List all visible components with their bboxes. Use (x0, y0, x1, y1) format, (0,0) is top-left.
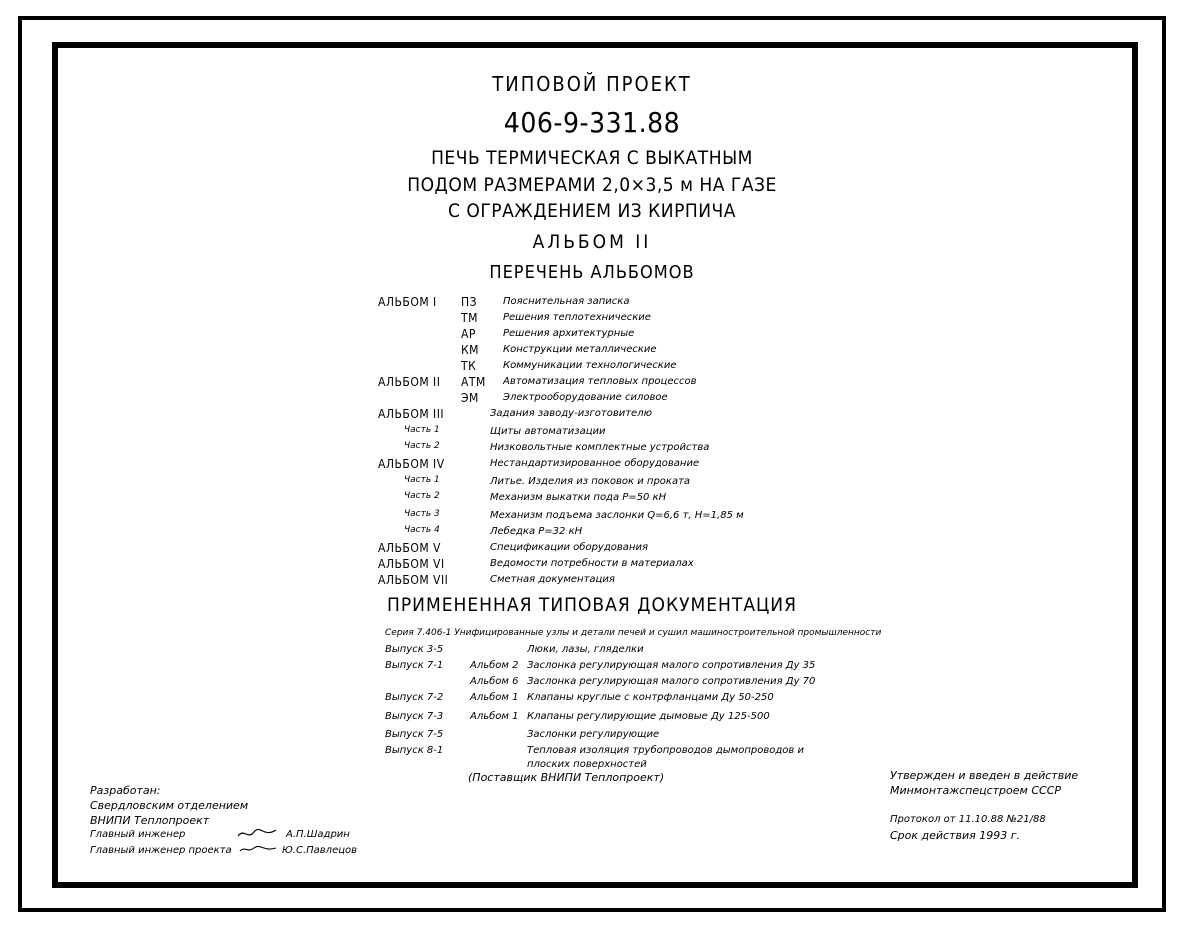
album-description: Механизм выкатки пода Р=50 кН (490, 492, 667, 503)
album-description: Спецификации оборудования (490, 542, 648, 553)
doc-description: Заслонка регулирующая малого сопротивления Ду 35 (527, 660, 816, 671)
album-description: Сметная документация (490, 574, 615, 585)
series-line: Серия 7.406-1 Унифицированные узлы и детали печей и сушил машиностроительной промышленности (385, 628, 882, 638)
album-label: АЛЬБОМ VII (378, 573, 449, 587)
issue-label: Выпуск 3-5 (385, 644, 444, 655)
chief-engineer-name: А.П.Шадрин (286, 829, 350, 840)
doc-album-label: Альбом 1 (470, 711, 519, 722)
developer-line-2: Свердловским отделением (90, 799, 249, 812)
album-label: Часть 1 (404, 475, 440, 485)
album-title: АЛЬБОМ II (532, 231, 652, 253)
album-label: АЛЬБОМ I (378, 295, 437, 309)
issue-label: Выпуск 7-3 (385, 711, 444, 722)
album-label: Часть 2 (404, 491, 440, 501)
album-description: Низковольтные комплектные устройства (490, 442, 710, 453)
album-description: Автоматизация тепловых процессов (503, 376, 697, 387)
album-label: АЛЬБОМ III (378, 407, 445, 421)
issue-label: Выпуск 7-1 (385, 660, 444, 671)
album-label: АЛЬБОМ II (378, 375, 441, 389)
doc-album-label: Альбом 1 (470, 692, 519, 703)
developer-line-3: ВНИПИ Теплопроект (90, 814, 210, 827)
album-label: АЛЬБОМ VI (378, 557, 445, 571)
approval-term: Срок действия 1993 г. (890, 829, 1021, 842)
album-description: Ведомости потребности в материалах (490, 558, 694, 569)
album-description: Лебедка Р=32 кН (490, 526, 583, 537)
album-description: Решения теплотехнические (503, 312, 651, 323)
doc-description: Люки, лазы, гляделки (527, 644, 644, 655)
doc-description: Клапаны круглые с контрфланцами Ду 50-250 (527, 692, 774, 703)
chief-engineer-signature (236, 826, 278, 842)
chief-project-engineer-name: Ю.С.Павлецов (282, 845, 358, 856)
project-number: 406-9-331.88 (503, 106, 681, 139)
albums-list-heading: ПЕРЕЧЕНЬ АЛЬБОМОВ (489, 262, 695, 283)
chief-engineer-label: Главный инженер (90, 829, 186, 840)
album-code: ТМ (461, 311, 478, 325)
chief-project-engineer-label: Главный инженер проекта (90, 845, 232, 856)
chief-project-engineer-signature (238, 842, 278, 856)
title-line-2: ПОДОМ РАЗМЕРАМИ 2,0×3,5 м НА ГАЗЕ (407, 174, 777, 196)
doc-description: Клапаны регулирующие дымовые Ду 125-500 (527, 711, 770, 722)
album-label: Часть 4 (404, 525, 440, 535)
issue-label: Выпуск 7-2 (385, 692, 444, 703)
album-description: Задания заводу-изготовителю (490, 408, 653, 419)
album-description: Электрооборудование силовое (503, 392, 668, 403)
album-code: АР (461, 327, 476, 341)
title-line-3: С ОГРАЖДЕНИЕМ ИЗ КИРПИЧА (448, 200, 736, 222)
album-code: ЭМ (461, 391, 479, 405)
album-label: АЛЬБОМ V (378, 541, 441, 555)
album-code: ПЗ (461, 295, 478, 309)
album-description: Щиты автоматизации (490, 426, 606, 437)
project-kind: ТИПОВОЙ ПРОЕКТ (492, 72, 692, 96)
album-description: Литье. Изделия из поковок и проката (490, 476, 691, 487)
doc-album-label: Альбом 6 (470, 676, 519, 687)
doc-description: плоских поверхностей (527, 759, 647, 770)
album-label: АЛЬБОМ IV (378, 457, 445, 471)
album-code: КМ (461, 343, 479, 357)
developer-line-1: Разработан: (90, 784, 161, 797)
album-description: Нестандартизированное оборудование (490, 458, 700, 469)
doc-description: Тепловая изоляция трубопроводов дымопроводов и (527, 745, 804, 756)
approval-line-1: Утвержден и введен в действие (890, 769, 1079, 782)
album-label: Часть 1 (404, 425, 440, 435)
doc-description: Заслонка регулирующая малого сопротивления Ду 70 (527, 676, 816, 687)
album-description: Пояснительная записка (503, 296, 630, 307)
supplier-note: (Поставщик ВНИПИ Теплопроект) (468, 771, 665, 784)
album-code: АТМ (461, 375, 486, 389)
doc-album-label: Альбом 2 (470, 660, 519, 671)
approval-line-2: Минмонтажспецстроем СССР (890, 784, 1062, 797)
album-label: Часть 2 (404, 441, 440, 451)
doc-description: Заслонки регулирующие (527, 729, 660, 740)
title-line-1: ПЕЧЬ ТЕРМИЧЕСКАЯ С ВЫКАТНЫМ (431, 147, 753, 169)
album-description: Механизм подъема заслонки Q=6,6 т, Н=1,85 м (490, 510, 744, 521)
issue-label: Выпуск 8-1 (385, 745, 444, 756)
album-label: Часть 3 (404, 509, 440, 519)
approval-protocol: Протокол от 11.10.88 №21/88 (890, 814, 1046, 825)
issue-label: Выпуск 7-5 (385, 729, 444, 740)
album-description: Коммуникации технологические (503, 360, 677, 371)
album-description: Конструкции металлические (503, 344, 657, 355)
album-description: Решения архитектурные (503, 328, 635, 339)
applied-docs-heading: ПРИМЕНЕННАЯ ТИПОВАЯ ДОКУМЕНТАЦИЯ (387, 594, 797, 616)
album-code: ТК (461, 359, 477, 373)
